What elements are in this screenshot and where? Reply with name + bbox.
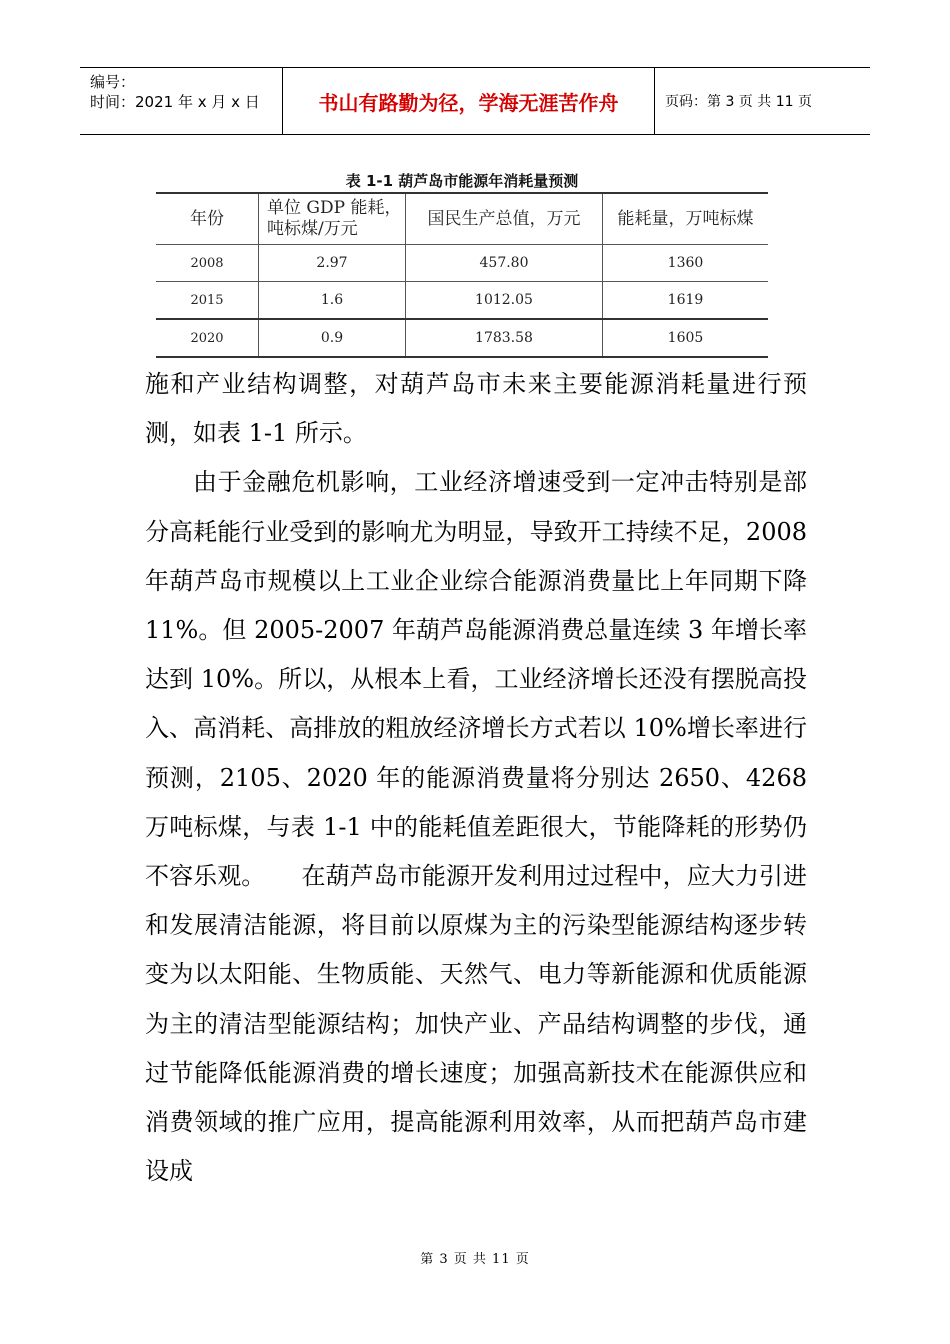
cell-gdp-energy: 1.6 xyxy=(259,282,406,320)
cell-consumption: 1605 xyxy=(603,319,769,357)
header-year: 年份 xyxy=(156,193,259,245)
cell-year: 2020 xyxy=(156,319,259,357)
header-gdp-energy: 单位 GDP 能耗，吨标煤/万元 xyxy=(259,193,406,245)
table-header-row xyxy=(156,193,768,245)
energy-table xyxy=(156,192,768,358)
page-footer: 第 3 页 共 11 页 xyxy=(420,1252,530,1267)
number-label: 编号： xyxy=(90,73,136,91)
table-row xyxy=(156,245,768,282)
header-page-info: 页码：第 3 页 共 11 页 xyxy=(665,94,812,110)
table-row xyxy=(156,319,768,357)
table-row xyxy=(156,282,768,320)
header-meta xyxy=(80,68,283,134)
cell-consumption: 1360 xyxy=(603,245,769,282)
cell-gdp-energy: 2.97 xyxy=(259,245,406,282)
header-motto: 书山有路勤为径，学海无涯苦作舟 xyxy=(283,68,655,134)
cell-year: 2015 xyxy=(156,282,259,320)
cell-gnp: 1012.05 xyxy=(406,282,603,320)
table-caption: 表 1-1 葫芦岛市能源年消耗量预测 xyxy=(345,172,579,190)
cell-gnp: 457.80 xyxy=(406,245,603,282)
cell-gnp: 1783.58 xyxy=(406,319,603,357)
body-text xyxy=(145,360,807,1196)
paragraph-1: 施和产业结构调整，对葫芦岛市未来主要能源消耗量进行预测，如表 1-1 所示。 xyxy=(145,370,807,448)
cell-consumption: 1619 xyxy=(603,282,769,320)
cell-year: 2008 xyxy=(156,245,259,282)
page-header xyxy=(80,67,870,135)
date-label: 时间：2021 年 x 月 x 日 xyxy=(90,93,260,111)
cell-gdp-energy: 0.9 xyxy=(259,319,406,357)
paragraph-2: 由于金融危机影响，工业经济增速受到一定冲击特别是部分高耗能行业受到的影响尤为明显，导致开工持续不足，2008 年葫芦岛市规模以上工业企业综合能源消费量比上年同期下降 11%。但 2005-2007 年葫芦岛能源消费总量连续 3 年增长率达到 10%。所以，从根本上看，工业经济增长还没有摆脱高投入、高消耗、高排放的粗放经济增长方式若以 10%增长率进行预测，2105、2020 年的能源消费量将分别达 2650、4268 万吨标煤，与表 1-1 中的能耗值差距很大，节能降耗的形势仍不容乐观。 在葫芦岛市能源开发利用过过程中，应大力引进和发展清洁能源，将目前以原煤为主的污染型能源结构逐步转变为以太阳能、生物质能、天然气、电力等新能源和优质能源为主的清洁型能源结构；加快产业、产品结构调整的步伐，通过节能降低能源消费的增长速度；加强高新技术在能源供应和消费领域的推广应用，提高能源利用效率，从而把葫芦岛市建设成 xyxy=(145,468,807,1186)
header-gnp: 国民生产总值，万元 xyxy=(406,193,603,245)
header-consumption: 能耗量，万吨标煤 xyxy=(603,193,769,245)
